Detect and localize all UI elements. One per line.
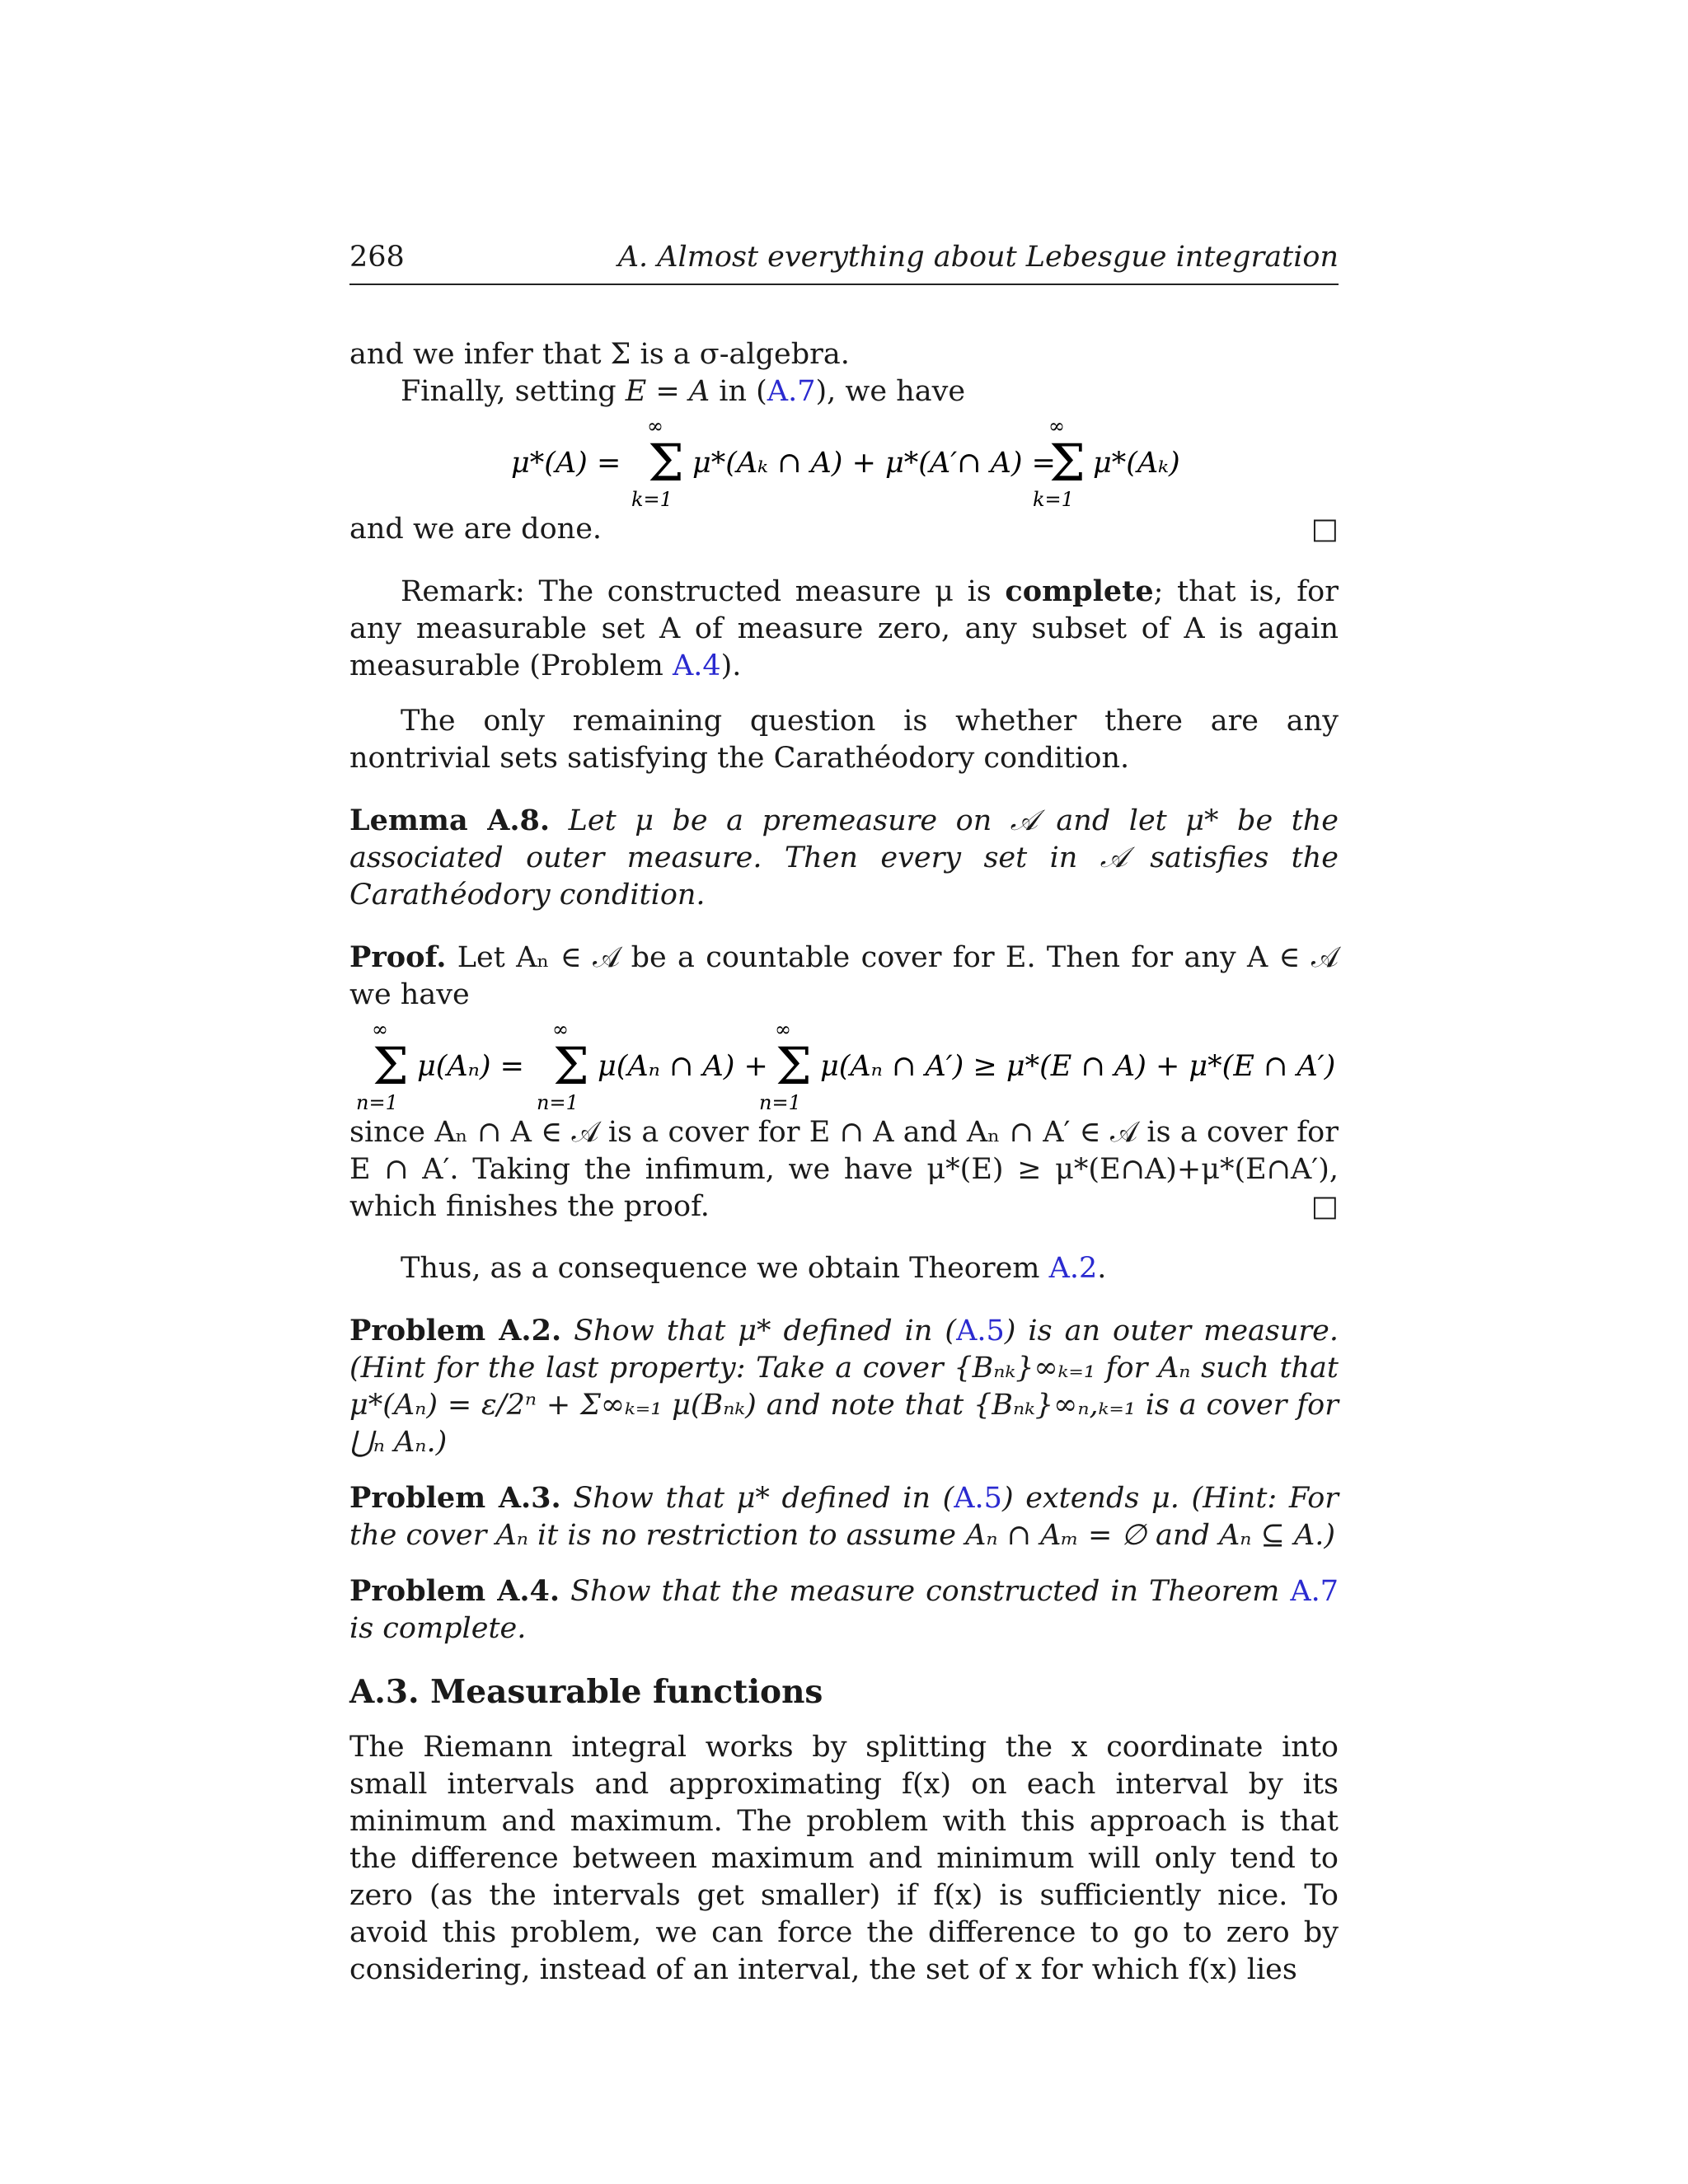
proof-text: Let Aₙ ∈ 𝒜 be a countable cover for E. Then for any A ∈ 𝒜 we have — [349, 941, 1339, 1011]
problem-label: Problem A.4. — [349, 1574, 560, 1608]
bold-term: complete — [1005, 574, 1154, 608]
text: and we are done. — [349, 513, 603, 546]
text: in ( — [710, 375, 767, 408]
problem-text: Show that μ* defined in ( — [560, 1482, 954, 1515]
proof-label: Proof. — [349, 940, 447, 974]
text: and we infer that Σ is a σ-algebra. — [349, 338, 850, 371]
sum-symbol: Σ — [648, 433, 684, 493]
paragraph — [349, 703, 1339, 777]
display-equation-1 — [349, 412, 1339, 509]
sum-symbol: Σ — [553, 1036, 589, 1096]
sum-upper: ∞ — [1048, 415, 1065, 438]
sum-symbol: Σ — [373, 1036, 409, 1096]
remark — [349, 573, 1339, 685]
eq-term: μ*(Aₖ ∩ A) + μ*(A′∩ A) = — [692, 447, 1056, 480]
running-header — [349, 239, 1339, 285]
text: The Riemann integral works by splitting the x coordinate into small intervals and approximating f(x) on each interval by its minimum and maximum. The problem with this approach is that the difference between maximum and minimum will only tend to zero (as the intervals get smaller) if f(x) is sufficiently nice. To avoid this problem, we can force the difference to go to zero by considering, instead of an interval, the set of x for which f(x) lies — [349, 1731, 1339, 1986]
sum-symbol: Σ — [776, 1036, 812, 1096]
proof — [349, 939, 1339, 1014]
text: ), we have — [815, 375, 966, 408]
problem-text: Show that μ* defined in ( — [561, 1315, 957, 1347]
lemma-text: Let μ be a premeasure on 𝒜 and let μ* be the associated outer measure. Then every set in 𝒜 satisfies the Carathéodory condition. — [349, 804, 1339, 912]
text: Thus, as a consequence we obtain Theorem — [401, 1252, 1049, 1285]
problem — [349, 1572, 1339, 1647]
problem-link[interactable]: A.4 — [672, 649, 721, 682]
text: ; that is, for any measurable set A of measure zero, any subset of A is again measurable (Problem — [349, 575, 1339, 682]
lemma-label: Lemma A.8. — [349, 804, 551, 837]
problem-text: ) is an outer measure. (Hint for the last property: Take a cover {Bₙₖ}∞ₖ₌₁ for Aₙ such that μ*(Aₙ) = ε/2ⁿ + Σ∞ₖ₌₁ μ(Bₙₖ) and note that {Bₙₖ}∞ₙ,ₖ₌₁ is a cover for ⋃ₙ Aₙ.) — [349, 1315, 1339, 1459]
qed-box: □ — [1311, 513, 1339, 546]
page-number: 268 — [349, 241, 405, 274]
problem-label: Problem A.2. — [349, 1314, 562, 1347]
sum-upper: ∞ — [372, 1018, 388, 1041]
text: Finally, setting — [401, 375, 626, 408]
equation-svg — [349, 1015, 1339, 1113]
math: E = A — [625, 375, 710, 408]
section-heading: A.3. Measurable functions — [349, 1673, 823, 1711]
equation-svg — [349, 412, 1339, 509]
sum-lower: n=1 — [537, 1091, 579, 1114]
problem — [349, 1312, 1339, 1461]
sum-lower: k=1 — [631, 488, 673, 511]
problem-text: ) extends μ. (Hint: For the cover Aₙ it is no restriction to assume Aₙ ∩ Aₘ = ∅ and Aₙ ⊆ A.) — [349, 1482, 1339, 1552]
display-equation-2 — [349, 1015, 1339, 1113]
sum-symbol: Σ — [1049, 433, 1085, 493]
eq-term: μ(Aₙ ∩ A) + — [598, 1050, 768, 1083]
problem-label: Problem A.3. — [349, 1481, 561, 1515]
problem-text: Show that the measure constructed in Theorem — [560, 1575, 1291, 1608]
eq-term: μ(Aₙ) = — [417, 1050, 524, 1083]
sum-lower: n=1 — [356, 1091, 398, 1114]
qed-box: □ — [1311, 1190, 1339, 1223]
sum-upper: ∞ — [647, 415, 663, 438]
equation-link[interactable]: A.5 — [954, 1482, 1002, 1515]
paragraph — [349, 336, 1339, 373]
sum-lower: n=1 — [759, 1091, 801, 1114]
running-title: A. Almost everything about Lebesgue integration — [617, 241, 1339, 274]
eq-term: μ(Aₙ ∩ A′) ≥ μ*(E ∩ A) + μ*(E ∩ A′) — [820, 1050, 1336, 1083]
paragraph — [349, 1114, 1339, 1226]
paragraph — [349, 1250, 1339, 1287]
eq-term: μ*(Aₖ) — [1093, 447, 1180, 480]
text: Remark: The constructed measure μ is — [401, 575, 1006, 608]
problem — [349, 1479, 1339, 1554]
text: since Aₙ ∩ A ∈ 𝒜 is a cover for E ∩ A and Aₙ ∩ A′ ∈ 𝒜 is a cover for E ∩ A′. Taking the infimum, we have μ*(E) ≥ μ*(E∩A)+μ*(E∩A′), which finishes the proof. — [349, 1116, 1339, 1223]
paragraph — [349, 1729, 1339, 1989]
sum-lower: k=1 — [1033, 488, 1074, 511]
theorem-link[interactable]: A.7 — [1290, 1575, 1339, 1608]
equation-link[interactable]: A.5 — [956, 1315, 1005, 1347]
theorem-link[interactable]: A.2 — [1048, 1252, 1098, 1285]
lemma — [349, 802, 1339, 914]
paragraph — [349, 511, 1339, 548]
paragraph — [349, 373, 1339, 410]
page — [349, 239, 1339, 1989]
sum-upper: ∞ — [775, 1018, 791, 1041]
problem-text: is complete. — [349, 1612, 527, 1645]
equation-link[interactable]: A.7 — [767, 375, 816, 408]
sum-upper: ∞ — [552, 1018, 569, 1041]
text: The only remaining question is whether there are any nontrivial sets satisfying the Carathéodory condition. — [349, 705, 1339, 775]
text: ). — [720, 649, 742, 682]
text: . — [1097, 1252, 1107, 1285]
eq-lhs: μ*(A) = — [511, 447, 621, 480]
